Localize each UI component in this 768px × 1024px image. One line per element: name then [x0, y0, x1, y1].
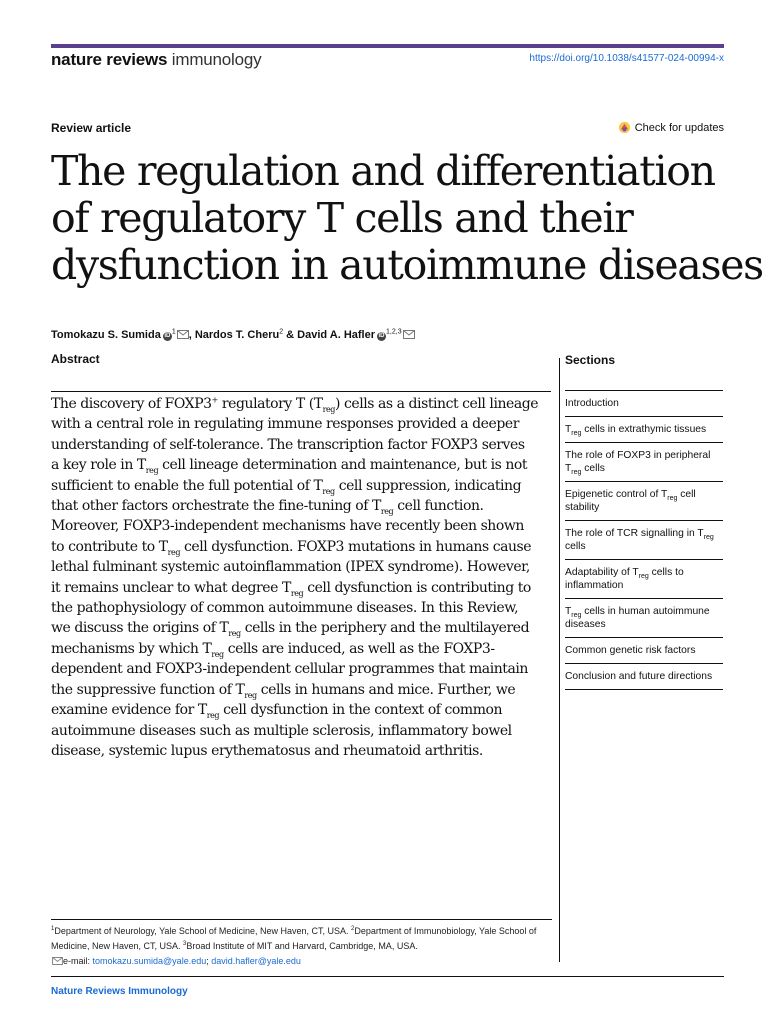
email-link[interactable]: tomokazu.sumida@yale.edu	[92, 956, 207, 966]
abstract-line: we discuss the origins of $T_{reg}$ cells in the periphery and the multilayered	[51, 620, 530, 639]
section-link-foxp3-role[interactable]: The role of FOXP3 in peripheral $T_{reg}$ cells	[565, 443, 723, 482]
section-link-tcr-signalling[interactable]: The role of TCR signalling in $T_{reg}$ cells	[565, 521, 723, 560]
column-divider	[559, 358, 560, 962]
check-for-updates-button[interactable]	[618, 121, 724, 134]
abstract-body	[51, 394, 551, 761]
author-list	[51, 329, 415, 341]
abstract-heading: Abstract	[51, 352, 100, 366]
author-name[interactable]: Nardos T. Cheru	[194, 329, 280, 341]
abstract-line: The discovery of FOXP3+ regulatory T $(T_{reg})$ cells as a distinct cell lineage	[51, 395, 539, 414]
footer-divider	[51, 976, 724, 977]
section-link-conclusion[interactable]: Conclusion and future directions	[565, 664, 723, 690]
affiliations-divider	[51, 919, 552, 920]
author-name[interactable]: David A. Hafler	[297, 329, 376, 341]
title-line: The regulation and differentiation	[51, 147, 715, 195]
abstract-line: dependent and FOXP3-independent cellular programmes that maintain	[51, 661, 528, 678]
abstract-line: Moreover, FOXP3-independent mechanisms have recently been shown	[51, 518, 524, 535]
envelope-icon	[52, 957, 63, 965]
author-separator: &	[283, 329, 298, 341]
email-link[interactable]: david.hafler@yale.edu	[211, 956, 301, 966]
author-name[interactable]: Tomokazu S. Sumida	[51, 329, 161, 341]
envelope-icon[interactable]	[177, 330, 189, 339]
abstract-line: the suppressive function of $T_{reg}$ cells in humans and mice. Further, we	[51, 681, 516, 700]
orcid-icon[interactable]: iD	[164, 333, 171, 339]
section-link-genetic-risk[interactable]: Common genetic risk factors	[565, 638, 723, 664]
check-updates-icon	[618, 121, 631, 134]
affiliations: $^1$Department of Neurology, Yale School of Medicine, New Haven, CT, USA. $^2$Department of Immunobiology, Yale School of Medicine, New Haven, CT, USA. $^3$Broad Institute of MIT and Harvard, Cambridge, MA, USA. e-mail: tomokazu.sumida@yale.edu; david.hafler@yale.edu	[51, 926, 537, 966]
abstract-line: disease, systemic lupus erythematosus and rheumatoid arthritis.	[51, 742, 483, 759]
footer-journal-link[interactable]: Nature Reviews Immunology	[51, 986, 188, 997]
title-line: dysfunction in autoimmune diseases	[51, 241, 763, 289]
section-link-adaptability[interactable]: Adaptability of $T_{reg}$ cells to inflammation	[565, 560, 723, 599]
abstract-line: autoimmune diseases such as multiple sclerosis, inflammatory bowel	[51, 722, 512, 739]
abstract-line: lethal fulminant systemic autoinflammation (IPEX syndrome). However,	[51, 559, 530, 576]
section-link-extrathymic[interactable]: $T_{reg}$ cells in extrathymic tissues	[565, 417, 723, 443]
journal-name-bold: nature reviews	[51, 50, 168, 69]
sections-nav	[565, 390, 723, 690]
journal-name-light: immunology	[171, 50, 262, 69]
abstract-line: the pathophysiology of common autoimmune diseases. In this Review,	[51, 600, 519, 617]
doi-link[interactable]: https://doi.org/10.1038/s41577-024-00994-x	[529, 53, 724, 64]
section-link-introduction[interactable]: Introduction	[565, 391, 723, 417]
abstract-line: a key role in $T_{reg}$ cell lineage determination and maintenance, but is not	[51, 457, 528, 476]
abstract-line: sufficient to enable the full potential of $T_{reg}$ cell suppression, indicating	[51, 477, 522, 496]
abstract-line: understanding of self-tolerance. The transcription factor FOXP3 serves	[51, 436, 525, 453]
section-link-human-autoimmune[interactable]: $T_{reg}$ cells in human autoimmune diseases	[565, 599, 723, 638]
abstract-line: mechanisms by which $T_{reg}$ cells are induced, as well as the FOXP3-	[51, 640, 495, 659]
journal-logo[interactable]	[51, 50, 261, 70]
abstract-line: it remains unclear to what degree $T_{reg}$ cell dysfunction is contributing to	[51, 579, 531, 598]
abstract-line: to contribute to $T_{reg}$ cell dysfunction. FOXP3 mutations in humans cause	[51, 538, 532, 557]
abstract-line: examine evidence for $T_{reg}$ cell dysfunction in the context of common	[51, 702, 503, 720]
envelope-icon[interactable]	[403, 330, 415, 339]
abstract-line: that other factors orchestrate the fine-tuning of $T_{reg}$ cell function.	[51, 498, 484, 516]
affiliation-sup: 1,2,3	[386, 328, 402, 336]
affiliation-sup: 2	[279, 328, 284, 336]
sections-heading: Sections	[565, 353, 616, 367]
accent-bar	[51, 44, 724, 48]
abstract-line: with a central role in regulating immune responses provided a deeper	[51, 416, 519, 433]
check-for-updates-label: Check for updates	[634, 121, 724, 134]
orcid-icon[interactable]: iD	[378, 333, 385, 339]
article-type: Review article	[51, 121, 132, 135]
abstract-divider	[51, 391, 551, 392]
author-separator: ,	[188, 329, 195, 341]
affiliation-sup: 1	[171, 328, 176, 336]
email-label: e-mail:	[63, 956, 93, 966]
section-link-epigenetic[interactable]: Epigenetic control of $T_{reg}$ cell stability	[565, 482, 723, 521]
title-line: of regulatory T cells and their	[51, 194, 633, 242]
article-title	[51, 147, 763, 289]
